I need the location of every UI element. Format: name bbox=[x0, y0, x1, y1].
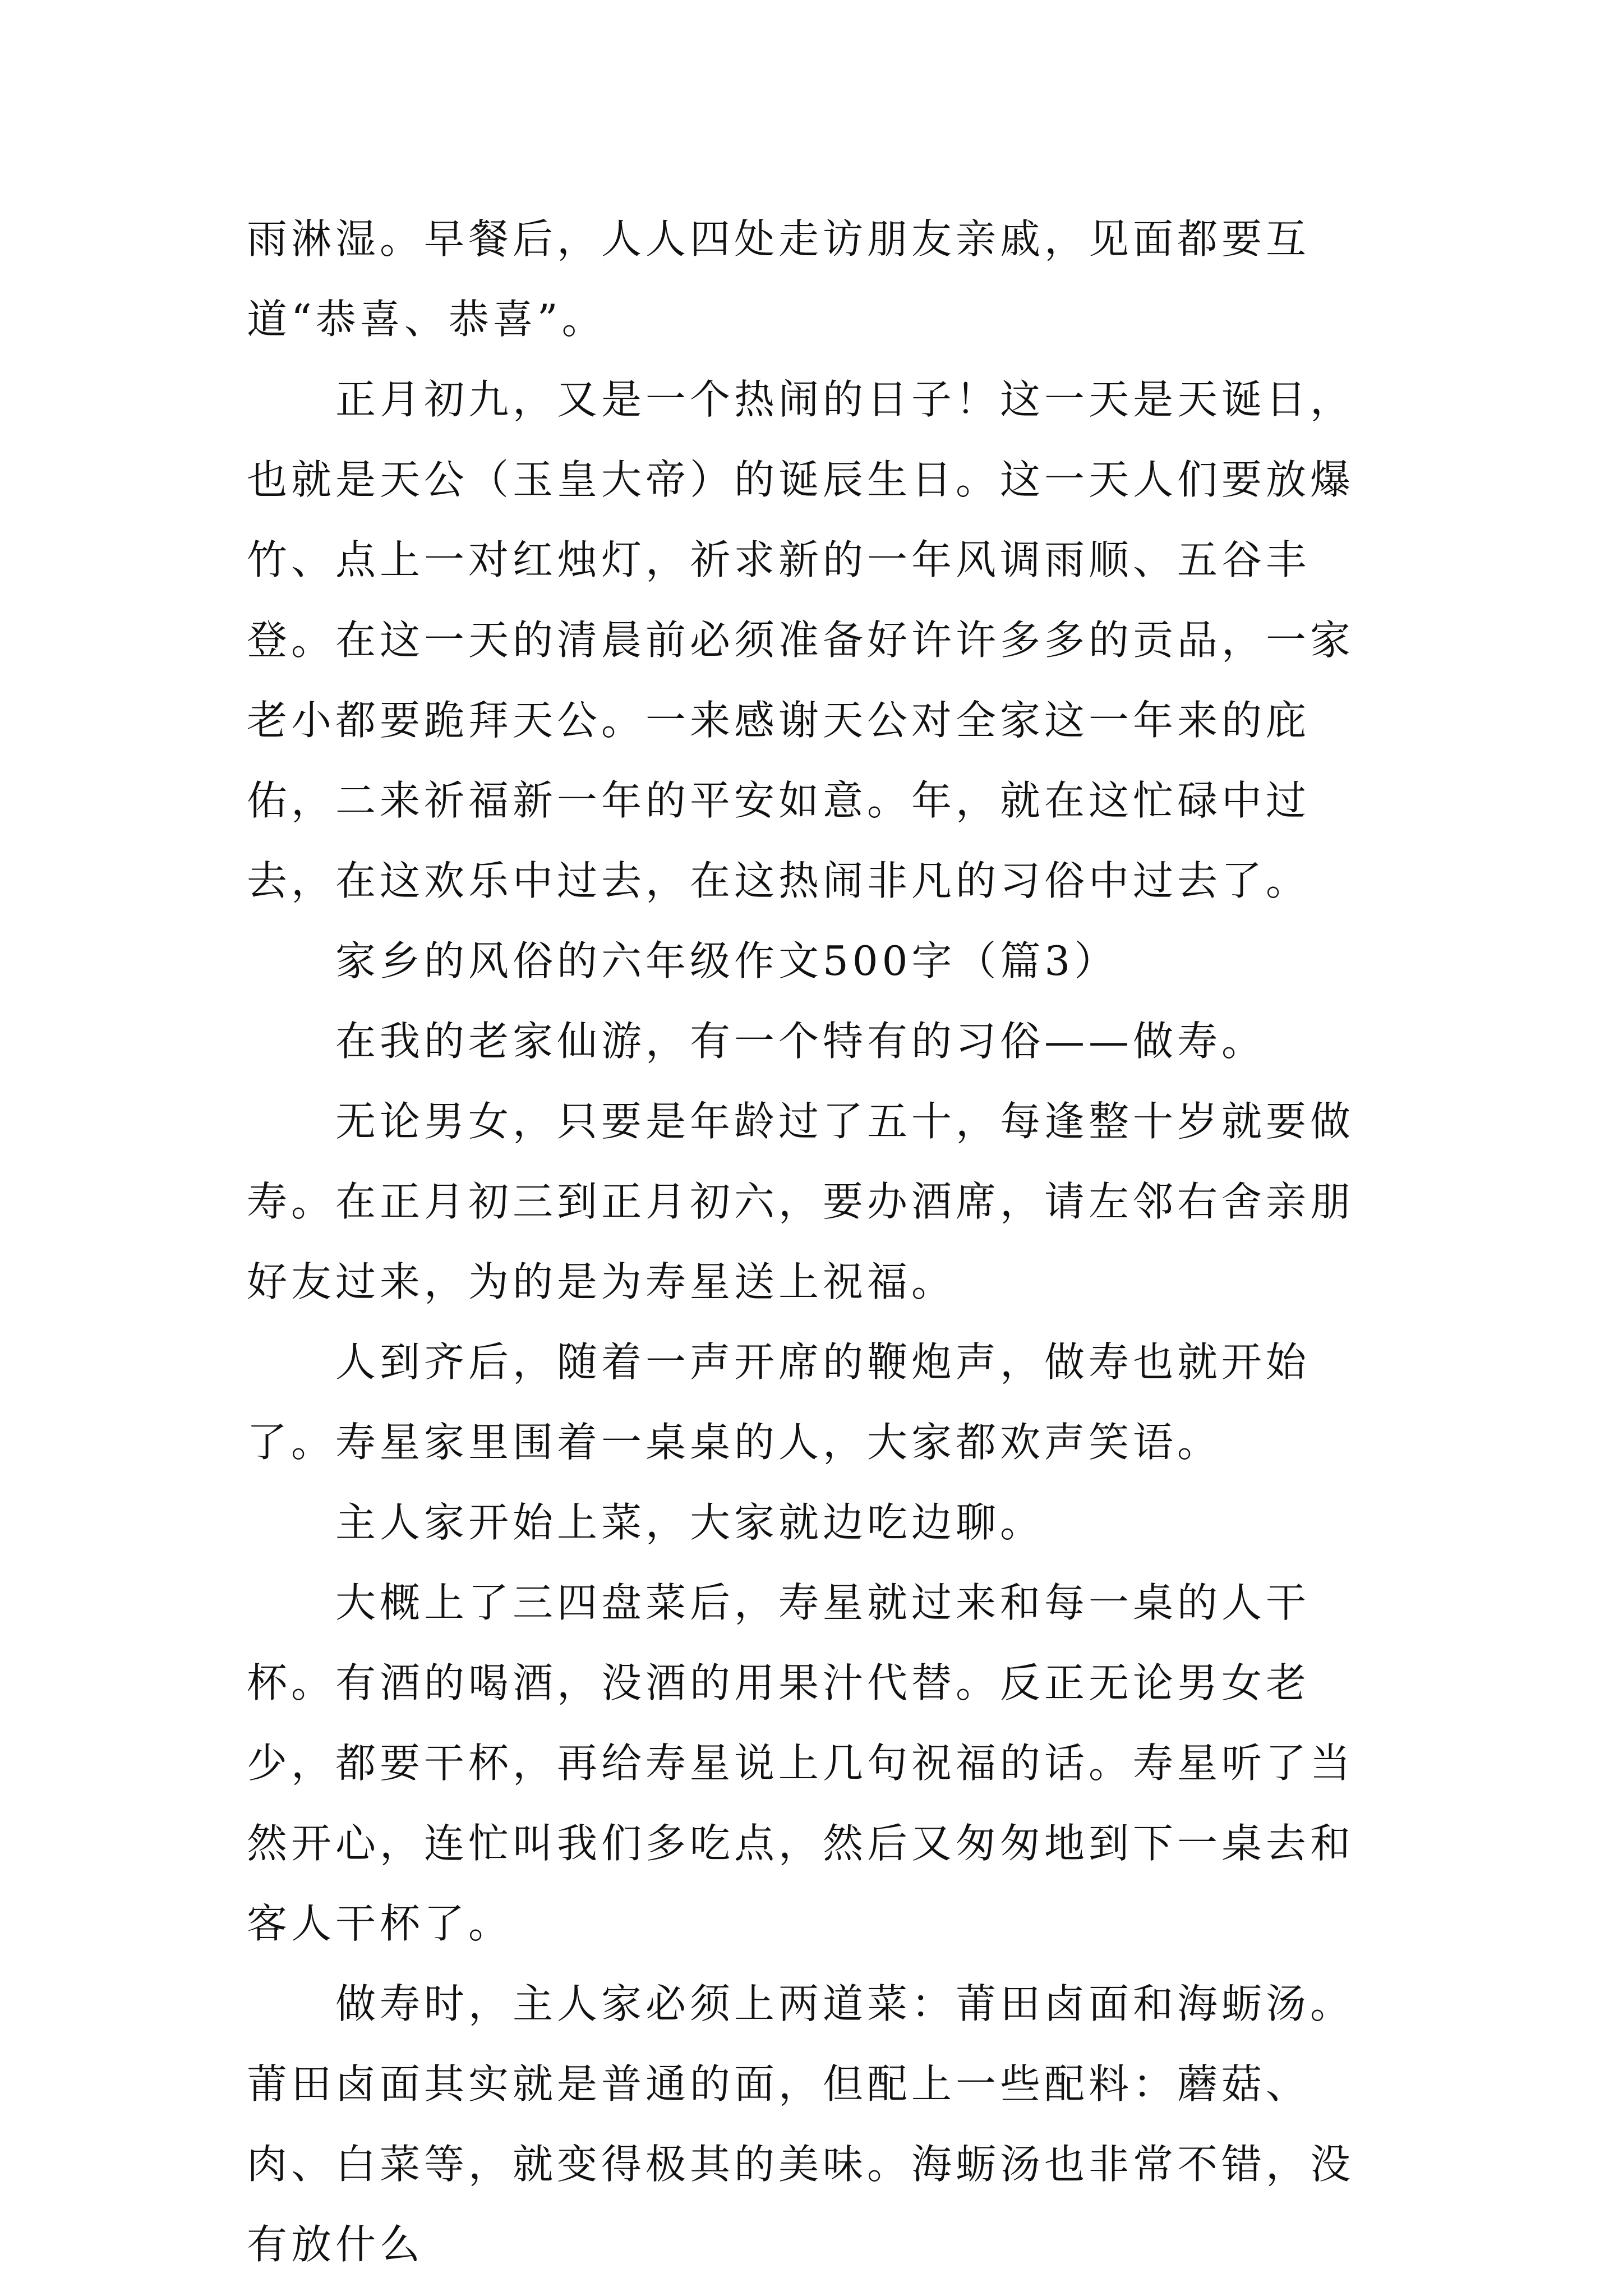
paragraph: 无论男女，只要是年龄过了五十，每逢整十岁就要做寿。在正月初三到正月初六，要办酒席，请左邻右舍亲朋好友过来，为的是为寿星送上祝福。 bbox=[247, 1098, 1355, 1305]
paragraph: 在我的老家仙游，有一个特有的习俗——做寿。 bbox=[335, 1018, 1266, 1065]
paragraph: 雨淋湿。早餐后，人人四处走访朋友亲戚，见面都要互道“恭喜、恭喜”。 bbox=[247, 215, 1311, 343]
document-body bbox=[247, 199, 1380, 2285]
paragraph: 人到齐后，随着一声开席的鞭炮声，做寿也就开始了。寿星家里围着一桌桌的人，大家都欢声笑语。 bbox=[247, 1338, 1311, 1466]
paragraph: 主人家开始上菜，大家就边吃边聊。 bbox=[335, 1499, 1045, 1546]
paragraph: 正月初九，又是一个热闹的日子！这一天是天诞日，也就是天公（玉皇大帝）的诞辰生日。这一天人们要放爆竹、点上一对红烛灯，祈求新的一年风调雨顺、五谷丰登。在这一天的清晨前必须准备好许许多多的贡品，一家老小都要跪拜天公。一来感谢天公对全家这一年来的庇佑，二来祈福新一年的平安如意。年，就在这忙碌中过去，在这欢乐中过去，在这热闹非凡的习俗中过去了。 bbox=[247, 376, 1355, 904]
paragraph: 做寿时，主人家必须上两道菜：莆田卤面和海蛎汤。莆田卤面其实就是普通的面，但配上一些配料：蘑菇、肉、白菜等，就变得极其的美味。海蛎汤也非常不错，没有放什么 bbox=[247, 1980, 1355, 2268]
section-heading: 家乡的风俗的六年级作文500字（篇3） bbox=[335, 937, 1119, 984]
paragraph: 大概上了三四盘菜后，寿星就过来和每一桌的人干杯。有酒的喝酒，没酒的用果汁代替。反正无论男女老少，都要干杯，再给寿星说上几句祝福的话。寿星听了当然开心，连忙叫我们多吃点，然后又匆匆地到下一桌去和客人干杯了。 bbox=[247, 1579, 1355, 1947]
